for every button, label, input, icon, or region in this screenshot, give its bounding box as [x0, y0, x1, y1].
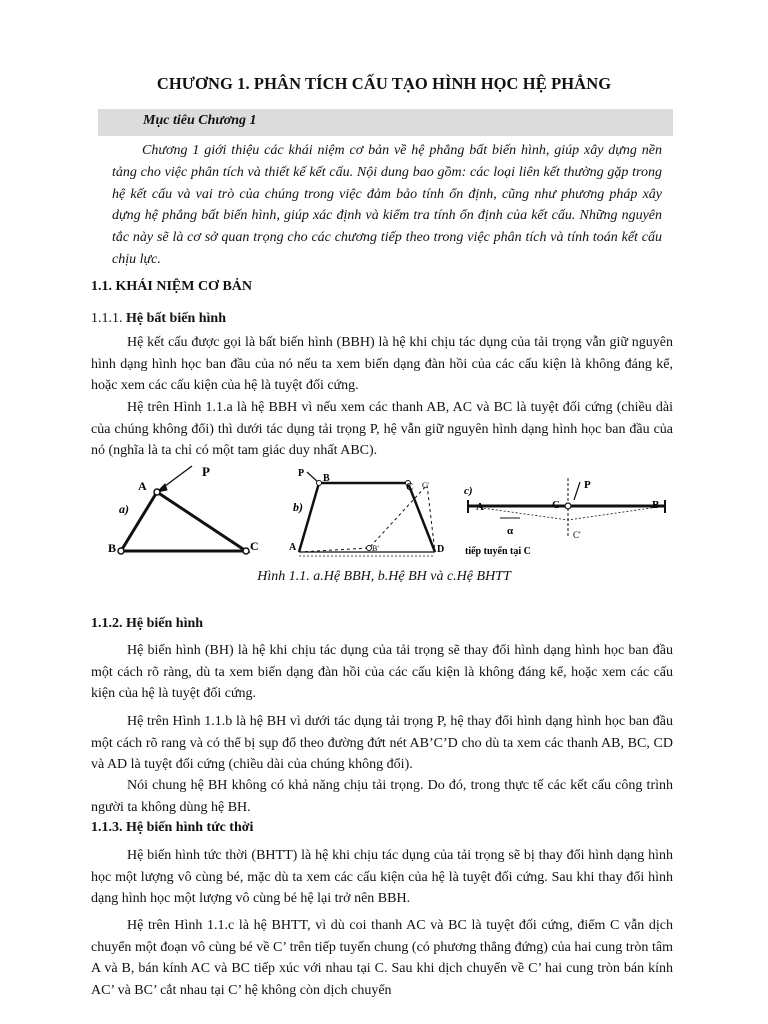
- fig-b-label-c: C: [406, 482, 414, 493]
- subsection-heading-1-1-3: 1.1.3. Hệ biến hình tức thời: [91, 820, 254, 835]
- fig-b-label-b: B: [323, 473, 330, 484]
- paragraph-bh-example: Hệ trên Hình 1.1.b là hệ BH vì dưới tác dụng tải trọng P, hệ thay đổi hình dạng hình học ban đầu một cách rõ rang và có thể bị sụp đổ theo đường đứt nét AB’C’D cho dù ta xem các thanh AB, BC, CD và AD là tuyệt đối cứng (chiều dài của chúng không đổi).: [91, 714, 673, 772]
- section-heading-1-1: 1.1. KHÁI NIỆM CƠ BẢN: [91, 279, 253, 294]
- objectives-heading: Mục tiêu Chương 1: [143, 113, 257, 128]
- fig-b-label-c-prime: C': [422, 481, 429, 490]
- fig-c-label-tangent: tiếp tuyến tại C: [465, 546, 531, 557]
- subsection-heading-1-1-1: [91, 311, 226, 327]
- paragraph-bhtt-definition: Hệ biến hình tức thời (BHTT) là hệ khi chịu tác dụng của tải trọng sẽ bị thay đổi hình dạng hình học một lượng vô cùng bé, mặc dù ta xem các cấu kiện của hệ là tuyệt đối cứng. Sau khi thay đổi hình dạng hình học một lượng vô cùng bé hệ lại trở nên BBH.: [91, 848, 673, 906]
- fig-b-label-p: P: [298, 468, 305, 479]
- fig-b-label-a: A: [289, 542, 297, 553]
- fig-c-label-b: B: [652, 499, 660, 511]
- fig-a-label-p: P: [202, 464, 210, 479]
- chapter-title: CHƯƠNG 1. PHÂN TÍCH CẤU TẠO HÌNH HỌC HỆ PHẲNG: [156, 74, 612, 93]
- fig-a-label-a: A: [138, 479, 147, 493]
- figure-c: [468, 478, 665, 536]
- figure-caption: Hình 1.1. a.Hệ BBH, b.Hệ BH và c.Hệ BHTT: [257, 569, 511, 584]
- fig-a-label-b: B: [108, 541, 117, 555]
- fig-c-label-c: C: [552, 499, 560, 511]
- fig-c-tag: c): [464, 485, 473, 497]
- subsection-heading-1-1-2: 1.1.2. Hệ biến hình: [91, 616, 204, 631]
- subsection-number: 1.1.1.: [91, 311, 123, 326]
- fig-c-label-p: P: [584, 479, 591, 491]
- objectives-text: Chương 1 giới thiệu các khái niệm cơ bản về hệ phẳng bất biến hình, giúp xây dựng nền tảng cho việc phân tích và thiết kế kết cấu. Nội dung bao gồm: các loại liên kết thường gặp trong hệ kết cấu và vai trò của chúng trong việc đảm bảo tính ổn định, cũng như phương pháp xây dựng hệ phẳng bất biến hình, giúp xác định và kiểm tra tính ổn định của kết cấu. Những nguyên tắc này sẽ là cơ sở quan trọng cho các chương tiếp theo trong việc phân tích và tính toán kết cấu chịu lực.: [112, 143, 662, 267]
- fig-c-label-alpha: α: [507, 525, 514, 537]
- paragraph-bbh-definition: Hệ kết cấu được gọi là bất biến hình (BBH) là hệ khi chịu tác dụng của tải trọng vẫn giữ nguyên hình dạng hình học ban đầu của nó nếu ta xem biến dạng đàn hồi của các cấu kiện là không đáng kể, hoặc xem các cấu kiện của hệ là tuyệt đối cứng.: [91, 335, 673, 393]
- fig-a-tag: a): [119, 502, 129, 516]
- fig-b-tag: b): [293, 500, 303, 514]
- fig-c-label-c-prime: C': [573, 530, 581, 540]
- subsection-title: Hệ bất biến hình: [126, 311, 226, 326]
- paragraph-bhtt-example: Hệ trên Hình 1.1.c là hệ BHTT, vì dù coi thanh AC và BC là tuyệt đối cứng, điểm C vẫn dịch chuyển một đoạn vô cùng bé về C’ trên tiếp tuyến chung (có phương thẳng đứng) của hai cung tròn tâm A và B, bán kính AC và BC tiếp xúc với nhau tại C. Sau khi dịch chuyển về C’ hai cung tròn bán kính AC’ và BC’ cắt nhau tại C’ hệ không còn dịch chuyển: [91, 918, 673, 998]
- fig-b-label-d: D: [437, 544, 445, 555]
- fig-c-label-a: A: [476, 501, 484, 513]
- paragraph-bh-note: Nói chung hệ BH không có khả năng chịu tải trọng. Do đó, trong thực tế các kết cấu công trình người ta không dùng hệ BH.: [91, 778, 673, 815]
- figure-b: [299, 472, 435, 556]
- paragraph-bh-definition: Hệ biến hình (BH) là hệ khi chịu tác dụng của tải trọng sẽ thay đổi hình dạng hình học ban đầu một cách rõ ràng, dù ta xem biến dạng đàn hồi của các cấu kiện là không đáng kể, hoặc xem các cấu kiện của hệ là tuyệt đối cứng.: [91, 643, 673, 701]
- figure-1-1: [100, 460, 680, 565]
- fig-a-label-c: C: [250, 539, 259, 553]
- paragraph-bbh-example: Hệ trên Hình 1.1.a là hệ BBH vì nếu xem các thanh AB, AC và BC là tuyệt đối cứng (chiều dài của chúng không đổi) thì dưới tác dụng tải trọng P, hệ vẫn giữ nguyên hình dạng hình học ban đầu của nó (nghĩa là ta chỉ có một tam giác duy nhất ABC).: [91, 400, 673, 458]
- fig-b-label-b-prime: B': [372, 544, 379, 553]
